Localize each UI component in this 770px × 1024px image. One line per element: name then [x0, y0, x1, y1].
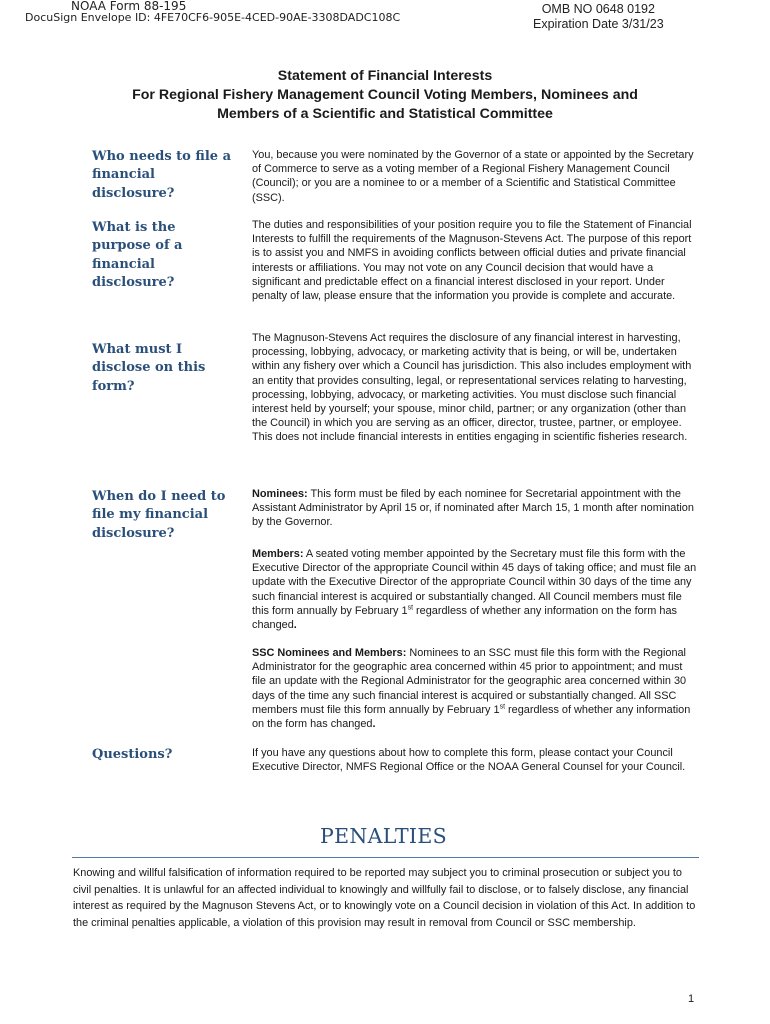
answer-when-ssc — [252, 646, 698, 731]
answer-questions-text: If you have any questions about how to complete this form, please contact your Council Executive Director, NMFS Regional Office or the NOAA General Counsel for your Council. — [252, 747, 686, 774]
document-title — [90, 67, 680, 124]
members-label: Members: — [252, 548, 304, 560]
page-number: 1 — [688, 993, 695, 1005]
ssc-end: . — [372, 718, 376, 731]
ssc-label: SSC Nominees and Members: — [252, 647, 407, 659]
members-superscript: st — [407, 604, 414, 612]
nominees-label: Nominees: — [252, 488, 308, 500]
answer-questions — [252, 746, 698, 774]
members-text: A seated voting member appointed by the Secretary must file this form with the Executive Director of the appropriate Council within 45 days of taking office; and must file an update with the Executive Director of the appropriate Council within 30 days of the time any such financial interest is acquired or substantially changed. All Council members must file this form annually by February 1 — [252, 548, 697, 617]
penalties-heading: PENALTIES — [320, 824, 447, 848]
question-what-to-disclose: What must I disclose on this form? — [92, 342, 206, 394]
answer-purpose — [252, 218, 698, 303]
document-header-left — [25, 0, 400, 24]
answer-disclose-text: The Magnuson-Stevens Act requires the disclosure of any financial interest in harvesting, processing, lobbying, advocacy, or marketing activity that is being, or will be, undertaken within any fishery over which a Council has jurisdiction. This also includes employment with an entity that provides consulting, legal, or representational services relating to harvesting, processing, lobbying, advocacy, or marketing activities. You must disclose such financial interest held by yourself; your spouse, minor child, partner; or any organization (other than the Council) in which you are serving as an officer, director, trustee, partner, or employee. This does not include financial interests in entities engaging in scientific fisheries research. — [252, 332, 692, 444]
docusign-envelope-id: DocuSign Envelope ID: 4FE70CF6-905E-4CED-90AE-3308DADC108C — [25, 11, 401, 24]
question-questions: Questions? — [92, 747, 173, 762]
members-tail: regardless of whether any information on the form has changed — [252, 604, 677, 632]
ssc-superscript: st — [499, 703, 506, 711]
answer-what-to-disclose — [252, 331, 698, 445]
title-line-3: Members of a Scientific and Statistical Committee — [217, 106, 553, 122]
form-number: NOAA Form 88-195 — [71, 0, 187, 13]
nominees-text: This form must be filed by each nominee for Secretarial appointment with the Assistant Administrator by April 15 or, if nominated after March 15, 1 month after nomination by the Governor. — [252, 488, 694, 529]
members-end: . — [293, 619, 297, 632]
omb-number: OMB NO 0648 0192 — [541, 2, 655, 16]
ssc-tail: regardless of whether any information on the form has changed — [252, 703, 691, 731]
answer-who-needs-to-file — [252, 148, 698, 205]
answer-who-text: You, because you were nominated by the Governor of a state or appointed by the Secretary of Commerce to serve as a voting member of a Regional Fishery Management Council (Council); or you are a nominee to or a member of a Scientific and Statistical Committee (SSC). — [252, 149, 694, 204]
ssc-text: Nominees to an SSC must file this form with the Regional Administrator for the geographic area concerned within 45 prior to appointment; and must file an update with the Regional Administrator for the geographic area concerned within 30 days of the time any such financial interest is acquired or substantially changed. All SSC members must file this form annually by February 1 — [252, 647, 687, 716]
title-line-2: For Regional Fishery Management Council Voting Members, Nominees and — [132, 87, 638, 103]
document-header-right — [533, 2, 664, 32]
question-who-needs-to-file: Who needs to file a financial disclosure? — [92, 149, 231, 201]
answer-purpose-text: The duties and responsibilities of your position require you to file the Statement of Financial Interests to fulfill the requirements of the Magnuson-Stevens Act. The purpose of this report is to assist you and NMFS in avoiding conflicts between official duties and private financial interests or affiliations. You may not vote on any Council decision that would have a significant and predictable effect on a financial interest disclosed in your report. Under penalty of law, please ensure that the information you provide is complete and accurate. — [252, 219, 692, 303]
penalties-text: Knowing and willful falsification of information required to be reported may subject you to criminal prosecution or subject you to civil penalties. It is unlawful for an affected individual to knowingly and willfully fail to disclose, or to falsely disclose, any financial interest as required by the Magnuson Stevens Act, or to knowingly vote on a Council decision in violation of this Act. In addition to the criminal penalties applicable, a violation of this provision may result in removal from Council or SSC membership. — [73, 867, 696, 929]
answer-when-members — [252, 547, 698, 632]
title-line-1: Statement of Financial Interests — [277, 68, 493, 84]
answer-when-nominees — [252, 487, 698, 530]
question-purpose: What is the purpose of a financial disclosure? — [92, 220, 183, 290]
penalties-divider — [72, 857, 699, 858]
question-when-to-file: When do I need to file my financial disclosure? — [92, 489, 226, 541]
expiration-date: Expiration Date 3/31/23 — [533, 17, 664, 31]
